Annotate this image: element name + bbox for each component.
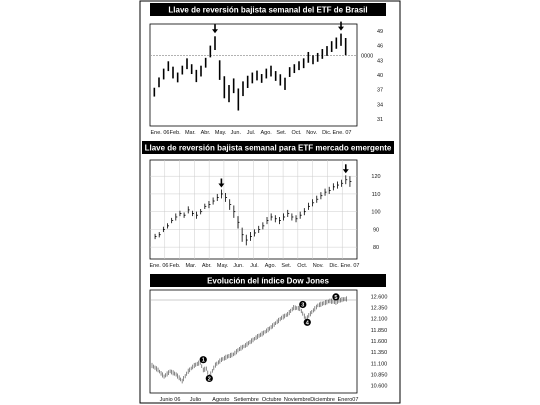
panel-2-x-tick-label: Set. (281, 263, 292, 269)
panel-3-x-tick-label: Agosto (212, 397, 230, 403)
panel-1-y-tick-label: 37 (376, 87, 384, 94)
panel-1-y-tick-label: 34 (376, 102, 384, 109)
panel-1-x-tick-label: Mar. (184, 130, 196, 136)
panel-2-y-tick-label: 100 (371, 209, 381, 216)
panel-3-marker-label: 4 (305, 320, 309, 327)
panel-1-x-tick-label: Abr. (200, 130, 211, 136)
panel-3-x-tick-label: Octubre (261, 397, 282, 403)
panel-1-x-tick-label: Dic. (322, 130, 332, 136)
panel-3-x-tick-label: Enero07 (337, 397, 359, 403)
panel-3-marker-label: 5 (334, 294, 338, 301)
panel-2-x-tick-label: Jul. (250, 263, 259, 269)
panel-emerging-etf (142, 141, 394, 269)
panel-2-y-tick-label: 110 (371, 191, 381, 198)
panel-3-x-tick-label: Noviembre (283, 397, 311, 403)
panel-2-x-tick-label: May. (216, 263, 229, 269)
panel-2-x-tick-label: Ene. 07 (340, 263, 360, 269)
panel-3-marker-label: 2 (207, 376, 211, 383)
panel-1-x-tick-label: Oct. (291, 130, 302, 136)
panel-3-y-tick-label: 10.850 (370, 372, 388, 379)
panel-2-x-tick-label: Mar. (185, 263, 197, 269)
panel-1-x-tick-label: Jun. (230, 130, 242, 136)
panel-3-y-ticks (371, 294, 388, 389)
panel-3-title: Evolución del índice Dow Jones (207, 276, 329, 286)
panel-1-y-tick-label: 49 (376, 28, 384, 35)
panel-2-x-tick-label: Abr. (201, 263, 212, 269)
panel-3-plot-frame (150, 290, 357, 393)
panel-1-x-tick-label: Ene. 06 (150, 130, 170, 136)
panel-3-marker-label: 1 (201, 357, 205, 364)
panel-1-y-tick-label: 46 (376, 43, 384, 50)
panel-3-x-tick-label: Julio (189, 397, 202, 403)
panel-3-y-tick-label: 11.600 (370, 339, 388, 345)
panel-3-y-tick-label: 12.600 (370, 294, 388, 301)
panel-2-title: Llave de reversión bajista semanal para ETF mercado emergente (144, 143, 392, 153)
panel-3-y-tick-label: 12.100 (370, 316, 388, 323)
panel-3-y-tick-label: 12.350 (370, 305, 388, 312)
panel-2-x-tick-label: Ene. 06 (149, 263, 169, 269)
panel-1-x-tick-label: Jul. (246, 130, 256, 136)
panel-1-plot-frame (150, 24, 357, 126)
panel-1-x-ticks (151, 130, 352, 136)
panel-1-x-tick-label: Nov. (306, 130, 318, 136)
panel-2-y-tick-label: 80 (372, 245, 380, 252)
panel-1-reference-label: 0000 (361, 53, 374, 60)
panel-3-y-tick-label: 11.350 (370, 350, 388, 357)
panel-2-x-tick-label: Feb. (169, 263, 181, 269)
panel-3-x-tick-label: Setiembre (233, 397, 259, 403)
panel-1-y-tick-label: 40 (376, 73, 384, 79)
panel-2-y-tick-label: 120 (371, 174, 381, 181)
panel-2-x-tick-label: Nov. (312, 263, 324, 269)
panel-1-x-tick-label: Feb. (169, 130, 181, 136)
panel-1-x-tick-label: Ene. 07 (332, 130, 352, 136)
panel-dow-jones (150, 274, 387, 403)
panel-3-x-tick-label: Diciembre (310, 397, 335, 403)
panel-2-x-tick-label: Ago. (264, 263, 277, 269)
panel-2-x-tick-label: Oct. (297, 263, 308, 269)
panel-1-y-tick-label: 31 (376, 117, 384, 124)
panel-1-y-tick-label: 43 (376, 58, 384, 65)
panel-2-y-tick-label: 90 (372, 227, 380, 234)
panel-1-title: Llave de reversión bajista semanal del ETF de Brasil (168, 5, 368, 15)
panel-3-y-tick-label: 11.100 (370, 361, 388, 368)
panel-3-x-tick-label: Junio 06 (159, 397, 181, 403)
panel-3-marker-label: 3 (301, 302, 305, 309)
panel-3-y-tick-label: 10.600 (370, 383, 388, 390)
panel-2-x-tick-label: Dic. (329, 263, 339, 269)
panel-1-x-tick-label: Ago. (260, 130, 272, 136)
panel-1-x-tick-label: Set. (276, 130, 287, 136)
panel-1-x-tick-label: May. (214, 130, 227, 136)
panel-3-y-tick-label: 11.850 (370, 327, 388, 334)
panel-2-x-tick-label: Jun. (233, 263, 244, 269)
